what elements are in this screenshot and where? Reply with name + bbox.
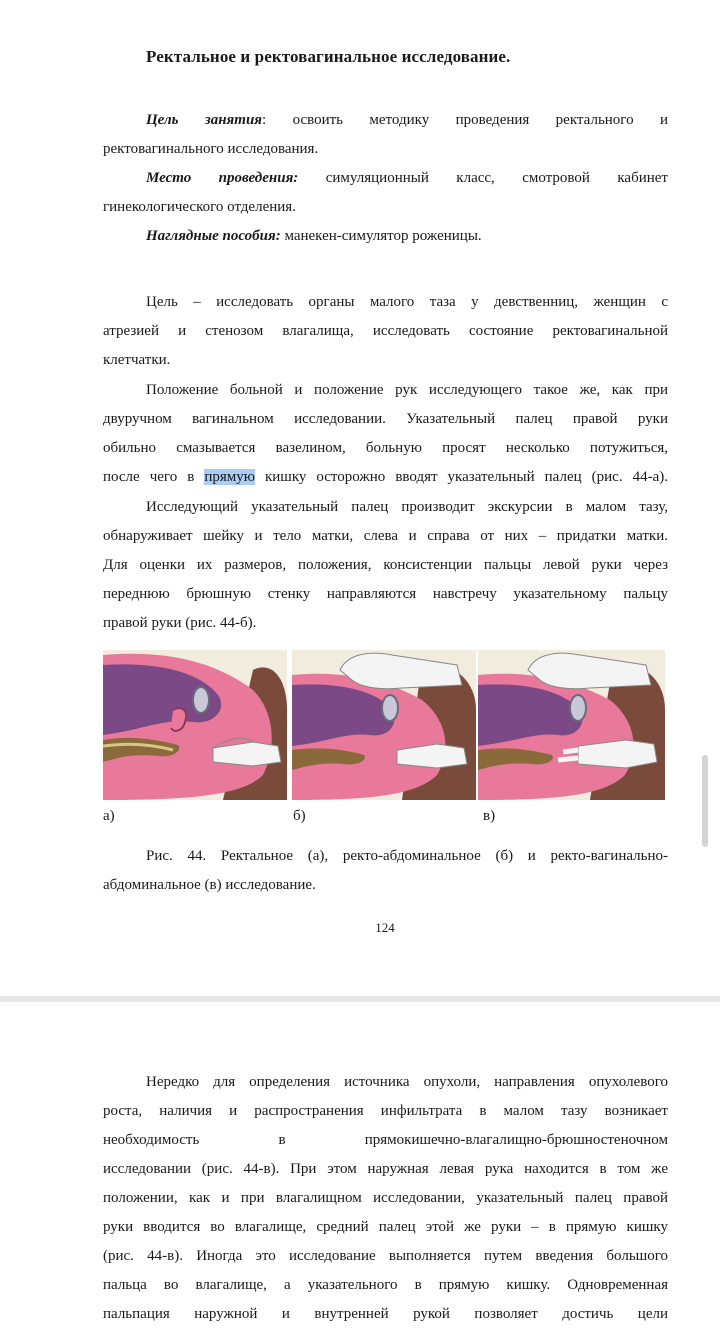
text-line: Для оценки их размеров, положения, консистенции пальцы левой руки через bbox=[103, 557, 668, 573]
text-line: переднюю брюшную стенку направляются навстречу указательному пальцу bbox=[103, 586, 668, 602]
text-line bbox=[103, 463, 668, 492]
text-line: руки вводится во влагалище, средний палец этой же руки – в прямую кишку bbox=[103, 1219, 668, 1235]
text-line: клетчатки. bbox=[103, 352, 171, 368]
place-text: симуляционный класс, смотровой кабинет bbox=[298, 170, 668, 186]
figure-label-b: б) bbox=[293, 808, 306, 824]
aids-label: Наглядные пособия: bbox=[146, 228, 281, 244]
text-line: атрезией и стенозом влагалища, исследовать состояние ректовагинальной bbox=[103, 323, 668, 339]
examination-paragraph bbox=[103, 493, 668, 638]
figure-label-c: в) bbox=[483, 808, 496, 824]
text-line: Нередко для определения источника опухоли, направления опухолевого bbox=[146, 1074, 668, 1090]
figure-44b-illustration bbox=[292, 650, 476, 800]
text-line: необходимость в прямокишечно-влагалищно-брюшностеночном bbox=[103, 1132, 668, 1148]
figure-44c-illustration bbox=[478, 650, 665, 800]
place-label: Место проведения: bbox=[146, 170, 299, 186]
text-line: (рис. 44-в). Иногда это исследование выполняется путем введения большого bbox=[103, 1248, 668, 1264]
text-line: обильно смазывается вазелином, больную просят несколько потужиться, bbox=[103, 440, 668, 456]
text-line: правой руки (рис. 44-б). bbox=[103, 615, 257, 631]
figure-caption bbox=[103, 842, 668, 900]
combined-exam-paragraph bbox=[103, 1068, 668, 1329]
text-line: Рис. 44. Ректальное (а), ректо-абдоминальное (б) и ректо-вагинально- bbox=[146, 848, 668, 864]
text-line: роста, наличия и распространения инфильтрата в малом тазу возникает bbox=[103, 1103, 668, 1119]
text-line: пальца во влагалище, а указательного в прямую кишку. Одновременная bbox=[103, 1277, 668, 1293]
text-line: абдоминальное (в) исследование. bbox=[103, 877, 316, 893]
place-paragraph bbox=[103, 164, 668, 222]
text-line: двуручном вагинальном исследовании. Указательный палец правой руки bbox=[103, 411, 668, 427]
scrollbar-thumb[interactable] bbox=[702, 755, 708, 847]
text-line: положении, как и при влагалищном исследовании, указательный палец правой bbox=[103, 1190, 668, 1206]
place-text-2: гинекологического отделения. bbox=[103, 199, 296, 215]
text-line: обнаруживает шейку и тело матки, слева и справа от них – придатки матки. bbox=[103, 528, 668, 544]
purpose-paragraph bbox=[103, 288, 668, 375]
text-fragment: после чего в bbox=[103, 469, 205, 485]
text-line: Положение больной и положение рук исследующего такое же, как при bbox=[146, 382, 668, 398]
section-heading: Ректальное и ректовагинальное исследование. bbox=[146, 47, 511, 66]
goal-text: : освоить методику проведения ректального и bbox=[262, 112, 668, 128]
text-line: пальпация наружной и внутренней рукой позволяет достичь цели bbox=[103, 1306, 668, 1322]
goal-text-2: ректовагинального исследования. bbox=[103, 141, 319, 157]
goal-label: Цель занятия bbox=[146, 112, 263, 128]
figure-44a-illustration bbox=[103, 650, 287, 800]
text-fragment: кишку осторожно вводят указательный палец (рис. 44-а). bbox=[254, 469, 668, 485]
highlighted-word[interactable]: прямую bbox=[204, 469, 255, 485]
figure-44 bbox=[103, 650, 665, 800]
figure-label-a: а) bbox=[103, 808, 115, 824]
document-page-125 bbox=[0, 1002, 720, 1342]
aids-paragraph bbox=[103, 222, 668, 251]
text-line: Исследующий указательный палец производит экскурсии в малом тазу, bbox=[146, 499, 668, 515]
page-number: 124 bbox=[375, 920, 395, 935]
aids-text: манекен-симулятор роженицы. bbox=[280, 228, 482, 244]
goal-paragraph bbox=[103, 106, 668, 164]
position-paragraph bbox=[103, 376, 668, 492]
text-line: исследовании (рис. 44-в). При этом наружная левая рука находится в том же bbox=[103, 1161, 668, 1177]
text-line: Цель – исследовать органы малого таза у девственниц, женщин с bbox=[146, 294, 668, 310]
